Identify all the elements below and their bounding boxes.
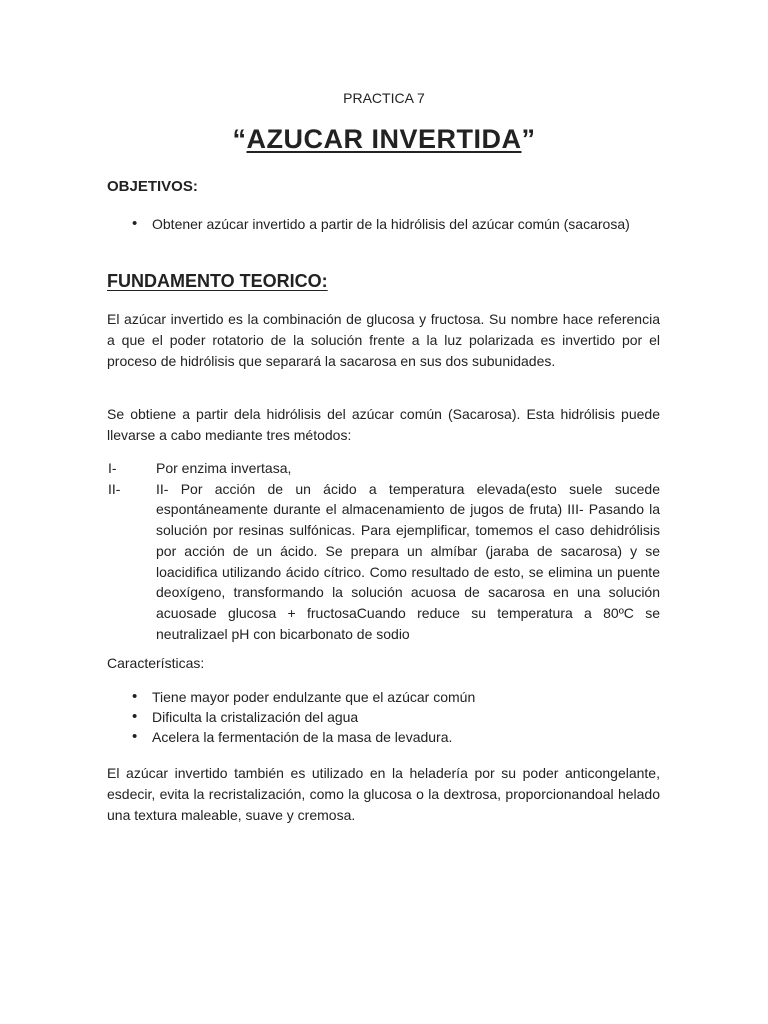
- method-text: Por enzima invertasa,: [156, 460, 292, 476]
- paragraph-uses: El azúcar invertido también es utilizado en la heladería por su poder anticongelante, esdecir, evita la recristalización, como la glucosa o la dextrosa, proporcionandoal helado una textura maleable, suave y cremosa.: [107, 765, 660, 823]
- method-item: [108, 458, 660, 479]
- method-text: II- Por acción de un ácido a temperatura elevada(esto suele sucede espontáneamente durante el almacenamiento de jugos de fruta) III- Pasando la solución por resinas sulfónicas. Para ejemplificar, tomemos el caso dehidrólisis por acción de un ácido. Se prepara un almíbar (jaraba de sacarosa) y se loacidifica utilizando ácido cítrico. Como resultado de esto, se elimina un puente deoxígeno, transformando la solución acuosa de sacarosa en una solución acuosade glucosa + fructosaCuando reduce su temperatura a 80ºC se neutralizael pH con bicarbonato de sodio: [156, 480, 660, 642]
- characteristics-list: [107, 687, 660, 747]
- characteristic-item: • Acelera la fermentación de la masa de levadura.: [107, 727, 660, 747]
- characteristics-label: Características:: [107, 655, 205, 671]
- fundamentals-heading: FUNDAMENTO TEORICO:: [107, 271, 328, 291]
- method-item: [108, 479, 660, 645]
- method-number: I-: [108, 460, 117, 476]
- method-number: II-: [108, 480, 121, 497]
- title-text: AZUCAR INVERTIDA: [246, 124, 522, 154]
- objective-item: • Obtener azúcar invertido a partir de la hidrólisis del azúcar común (sacarosa): [107, 214, 660, 234]
- methods-list: [108, 458, 660, 644]
- paragraph-definition: El azúcar invertido es la combinación de glucosa y fructosa. Su nombre hace referencia a que el poder rotatorio de la solución frente a la luz polarizada es invertido por el proceso de hidrólisis que separará la sacarosa en sus dos subunidades.: [107, 311, 660, 369]
- objectives-heading: OBJETIVOS:: [107, 178, 198, 195]
- objectives-list: [107, 214, 660, 234]
- practice-number: PRACTICA 7: [343, 90, 425, 106]
- paragraph-methods-intro: Se obtiene a partir dela hidrólisis del azúcar común (Sacarosa). Esta hidrólisis puede llevarse a cabo mediante tres métodos:: [107, 406, 660, 443]
- document-title: [0, 124, 768, 155]
- characteristic-item: • Tiene mayor poder endulzante que el azúcar común: [107, 687, 660, 707]
- title-close-quote: ”: [521, 124, 536, 154]
- title-open-quote: “: [232, 124, 247, 154]
- characteristic-item: • Dificulta la cristalización del agua: [107, 707, 660, 727]
